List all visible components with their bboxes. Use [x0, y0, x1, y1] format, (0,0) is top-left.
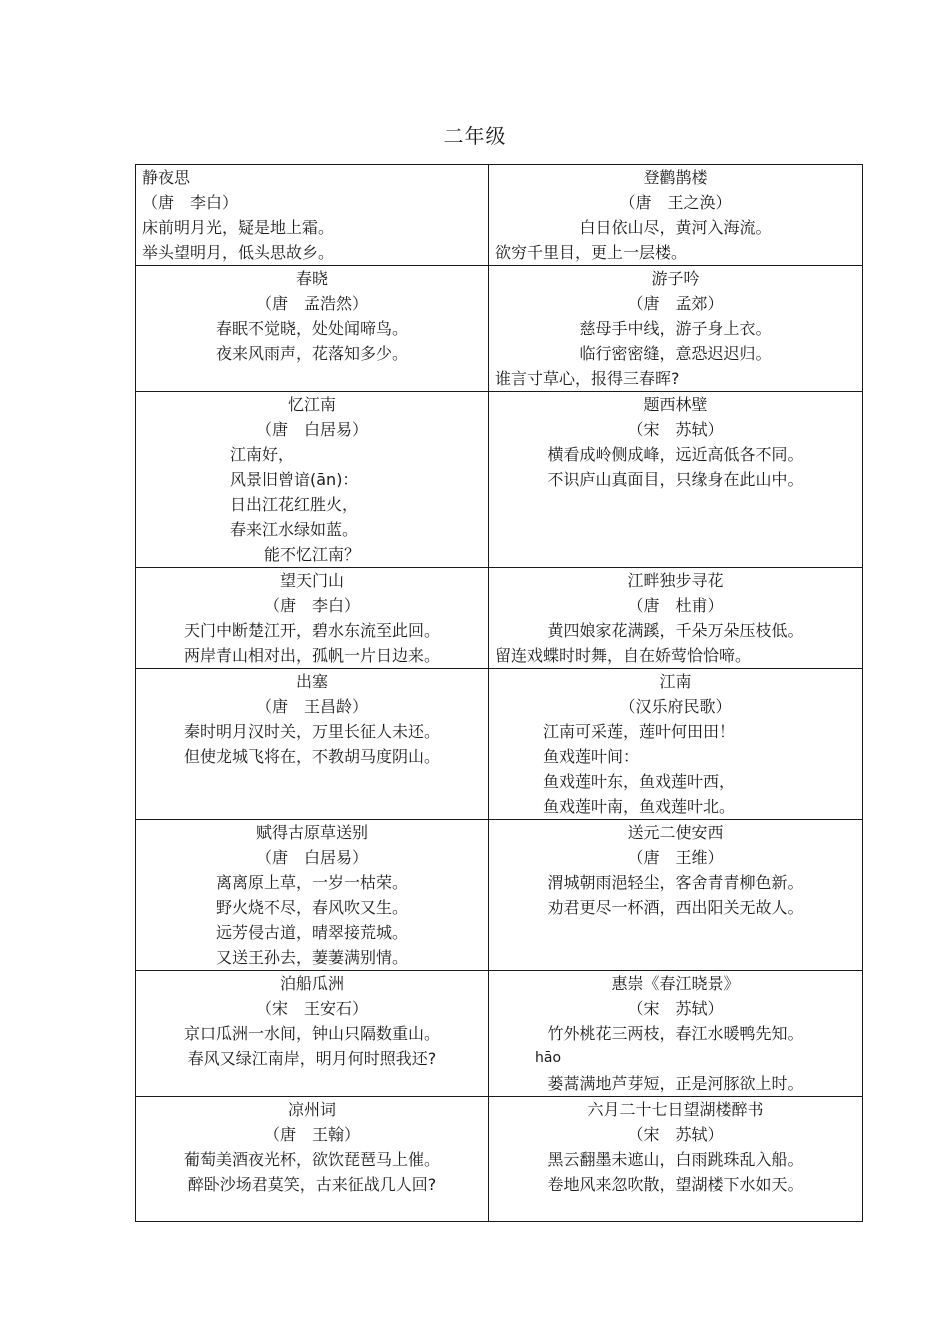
poem-cell	[136, 392, 489, 568]
poem-line: 江南好，	[230, 445, 295, 464]
poem-line: 风景旧曾谙(ān)：	[230, 470, 359, 489]
poem-title: 忆江南	[287, 395, 336, 414]
poem-line: 横看成岭侧成峰，远近高低各不同。	[547, 445, 804, 464]
poem-title: 江南	[659, 672, 692, 691]
poem-line: 床前明月光，疑是地上霜。	[142, 218, 335, 237]
poem-line: 卷地风来忽吹散，望湖楼下水如天。	[547, 1175, 804, 1194]
poem-author: （唐 孟浩然）	[255, 294, 368, 313]
poem-cell	[489, 971, 863, 1097]
poem-author: （唐 孟郊）	[627, 294, 724, 313]
poem-line: 葡萄美酒夜光杯，欲饮琵琶马上催。	[183, 1150, 440, 1169]
poem-line: 蒌蒿满地芦芽短，正是河豚欲上时。	[547, 1074, 804, 1093]
poem-table	[135, 164, 863, 1222]
poem-title: 出塞	[295, 672, 328, 691]
poem-line: 夜来风雨声，花落知多少。	[215, 344, 408, 363]
poem-line: 临行密密缝，意恐迟迟归。	[579, 344, 772, 363]
poem-author: （宋 苏轼）	[627, 1125, 724, 1144]
poem-author: （唐 白居易）	[255, 420, 368, 439]
poem-cell	[489, 392, 863, 568]
poem-line: 天门中断楚江开，碧水东流至此回。	[183, 621, 440, 640]
poem-line: 日出江花红胜火，	[230, 495, 359, 514]
poem-line: 鱼戏莲叶南，鱼戏莲叶北。	[543, 797, 736, 816]
poem-line: 又送王孙去，萋萋满别情。	[215, 948, 408, 967]
poem-cell	[489, 266, 863, 392]
poem-title: 静夜思	[142, 168, 191, 187]
poem-title: 凉州词	[287, 1100, 336, 1119]
poem-author: （唐 白居易）	[255, 848, 368, 867]
poem-line: 但使龙城飞将在，不教胡马度阴山。	[183, 747, 440, 766]
poem-line: 黄四娘家花满蹊，千朵万朵压枝低。	[547, 621, 804, 640]
poem-cell	[136, 266, 489, 392]
poem-line: 白日依山尽，黄河入海流。	[579, 218, 772, 237]
poem-line: 离离原上草，一岁一枯荣。	[215, 873, 408, 892]
poem-title: 春晓	[295, 269, 328, 288]
poem-line: 江南可采莲，莲叶何田田！	[543, 722, 736, 741]
poem-line: 劝君更尽一杯酒，西出阳关无故人。	[547, 898, 804, 917]
poem-title: 惠崇《春江晓景》	[611, 974, 740, 993]
poem-line: 不识庐山真面目，只缘身在此山中。	[547, 470, 804, 489]
poem-cell	[489, 820, 863, 971]
poem-cell	[136, 669, 489, 820]
poem-line: 秦时明月汉时关，万里长征人未还。	[183, 722, 440, 741]
poem-line: 欲穷千里目，更上一层楼。	[495, 243, 688, 262]
pinyin-annotation: hāo	[535, 1050, 562, 1066]
poem-line: 留连戏蝶时时舞，自在娇莺恰恰啼。	[495, 646, 752, 665]
poem-line: 野火烧不尽，春风吹又生。	[215, 898, 408, 917]
poem-line: 远芳侵古道，晴翠接荒城。	[215, 923, 408, 942]
poem-title: 送元二使安西	[627, 823, 724, 842]
poem-cell	[136, 820, 489, 971]
poem-author: （唐 王之涣）	[619, 193, 732, 212]
poem-author: （宋 王安石）	[255, 999, 368, 1018]
poem-cell	[489, 568, 863, 669]
poem-title: 登鹳鹊楼	[643, 168, 708, 187]
poem-line: 竹外桃花三两枝，春江水暖鸭先知。	[547, 1024, 804, 1043]
poem-cell	[136, 165, 489, 266]
poem-line: 谁言寸草心，报得三春晖?	[495, 369, 680, 388]
poem-line: 醉卧沙场君莫笑，古来征战几人回?	[187, 1175, 437, 1194]
poem-line: 渭城朝雨浥轻尘，客舍青青柳色新。	[547, 873, 804, 892]
poem-line: 举头望明月，低头思故乡。	[142, 243, 335, 262]
poem-author: （宋 苏轼）	[627, 999, 724, 1018]
poem-line: 春来江水绿如蓝。	[230, 520, 359, 539]
poem-author: （唐 李白）	[142, 193, 239, 212]
page-title: 二年级	[443, 124, 507, 148]
poem-line: 能不忆江南？	[263, 545, 360, 564]
poem-cell	[489, 1097, 863, 1222]
poem-line: 两岸青山相对出，孤帆一片日边来。	[183, 646, 440, 665]
poem-cell	[489, 669, 863, 820]
poem-cell	[136, 971, 489, 1097]
poem-author: （唐 王翰）	[263, 1125, 360, 1144]
poem-author: （唐 王昌龄）	[255, 697, 368, 716]
poem-title: 六月二十七日望湖楼醉书	[587, 1100, 764, 1119]
poem-title: 江畔独步寻花	[627, 571, 724, 590]
poem-author: （汉乐府民歌）	[619, 697, 732, 716]
poem-line: 慈母手中线，游子身上衣。	[579, 319, 772, 338]
poem-cell	[136, 1097, 489, 1222]
poem-title: 赋得古原草送别	[255, 823, 368, 842]
poem-line: 京口瓜洲一水间，钟山只隔数重山。	[183, 1024, 440, 1043]
poem-author: （唐 李白）	[263, 596, 360, 615]
poem-title: 泊船瓜洲	[279, 974, 344, 993]
poem-line: 鱼戏莲叶间：	[543, 747, 640, 766]
poem-author: （宋 苏轼）	[627, 420, 724, 439]
poem-author: （唐 杜甫）	[627, 596, 724, 615]
poem-line: 黑云翻墨未遮山，白雨跳珠乱入船。	[547, 1150, 804, 1169]
poem-author: （唐 王维）	[627, 848, 724, 867]
poem-title: 望天门山	[279, 571, 344, 590]
poem-title: 题西林壁	[643, 395, 708, 414]
poem-cell	[489, 165, 863, 266]
poem-title: 游子吟	[651, 269, 700, 288]
poem-cell	[136, 568, 489, 669]
poem-line: 春眠不觉晓，处处闻啼鸟。	[215, 319, 408, 338]
poem-line: 春风又绿江南岸，明月何时照我还?	[187, 1049, 437, 1068]
poem-line: 鱼戏莲叶东，鱼戏莲叶西，	[543, 772, 736, 791]
